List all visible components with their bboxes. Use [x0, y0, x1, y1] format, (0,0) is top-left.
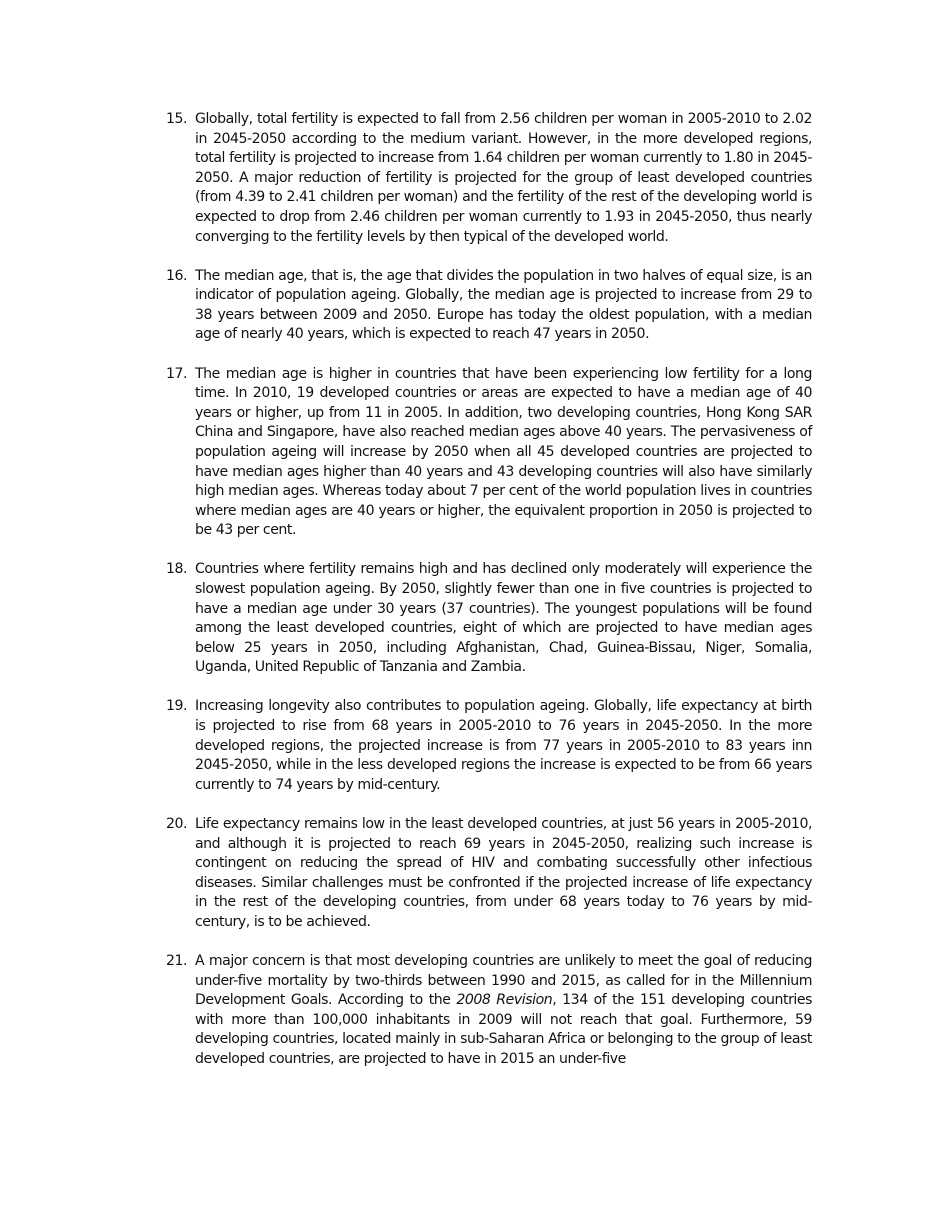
document-page	[166, 110, 812, 1089]
paragraph-number: 15.	[166, 111, 188, 127]
paragraph-text-after: , 134 of the 151 developing countries with more than 100,000 inhabitants in 2009 will not reach that goal. Furthermore, 59 developing countries, located mainly in sub-Saharan Africa or belonging to the group of least developed countries, are projected to have in 2015 an under-five	[195, 992, 813, 1067]
paragraph-19	[166, 697, 812, 795]
paragraph-18	[166, 560, 812, 678]
paragraph-number: 21.	[166, 952, 188, 969]
paragraph-20	[166, 815, 812, 933]
paragraph-15	[166, 110, 812, 247]
paragraph-number: 20.	[166, 815, 188, 832]
paragraph-21	[166, 952, 812, 1070]
paragraph-text: Globally, total fertility is expected to fall from 2.56 children per woman in 2005-2010 to 2.02 in 2045-2050 according to the medium variant. However, in the more developed regions, total fertility is projected to increase from 1.64 children per woman currently to 1.80 in 2045-2050. A major reduction of fertility is projected for the group of least developed countries (from 4.39 to 2.41 children per woman) and the fertility of the rest of the developing world is expected to drop from 2.46 children per woman currently to 1.93 in 2045-2050, thus nearly converging to the fertility levels by then typical of the developed world.	[195, 111, 812, 245]
paragraph-text: Countries where fertility remains high and has declined only moderately will experience the slowest population ageing. By 2050, slightly fewer than one in five countries is projected to have a median age under 30 years (37 countries). The youngest populations will be found among the least developed countries, eight of which are projected to have median ages below 25 years in 2050, including Afghanistan, Chad, Guinea-Bissau, Niger, Somalia, Uganda, United Republic of Tanzania and Zambia.	[195, 561, 812, 676]
paragraph-text: The median age, that is, the age that divides the population in two halves of equal size, is an indicator of population ageing. Globally, the median age is projected to increase from 29 to 38 years between 2009 and 2050. Europe has today the oldest population, with a median age of nearly 40 years, which is expected to reach 47 years in 2050.	[195, 267, 812, 343]
paragraph-text-before: A major concern is that most developing countries are unlikely to meet the goal of reducing under-five mortality by two-thirds between 1990 and 2015, as called for in the Millennium Development Goals. According to the	[195, 952, 812, 1009]
paragraph-number: 19.	[166, 698, 188, 715]
paragraph-text	[195, 952, 812, 1070]
paragraph-16	[166, 267, 812, 345]
paragraph-text: Increasing longevity also contributes to population ageing. Globally, life expectancy at birth is projected to rise from 68 years in 2005-2010 to 76 years in 2045-2050. In the more developed regions, the projected increase is from 77 years in 2005-2010 to 83 years inn 2045-2050, while in the less developed regions the increase is expected to be from 66 years currently to 74 years by mid-century.	[195, 698, 812, 793]
paragraph-number: 17.	[166, 365, 188, 382]
paragraph-17	[166, 365, 812, 541]
paragraph-text: The median age is higher in countries that have been experiencing low fertility for a long time. In 2010, 19 developed countries or areas are expected to have a median age of 40 years or higher, up from 11 in 2005. In addition, two developing countries, Hong Kong SAR China and Singapore, have also reached median ages above 40 years. The pervasiveness of population ageing will increase by 2050 when all 45 developed countries are projected to have median ages higher than 40 years and 43 developing countries will also have similarly high median ages. Whereas today about 7 per cent of the world population lives in countries where median ages are 40 years or higher, the equivalent proportion in 2050 is projected to be 43 per cent.	[195, 365, 812, 539]
paragraph-number: 18.	[166, 561, 188, 578]
paragraph-number: 16.	[166, 267, 188, 284]
paragraph-text: Life expectancy remains low in the least developed countries, at just 56 years in 2005-2010, and although it is projected to reach 69 years in 2045-2050, realizing such increase is contingent on reducing the spread of HIV and combating successfully other infectious diseases. Similar challenges must be confronted if the projected increase of life expectancy in the rest of the developing countries, from under 68 years today to 76 years by mid-century, is to be achieved.	[195, 815, 812, 930]
report-title-italic: 2008 Revision	[456, 992, 553, 1009]
